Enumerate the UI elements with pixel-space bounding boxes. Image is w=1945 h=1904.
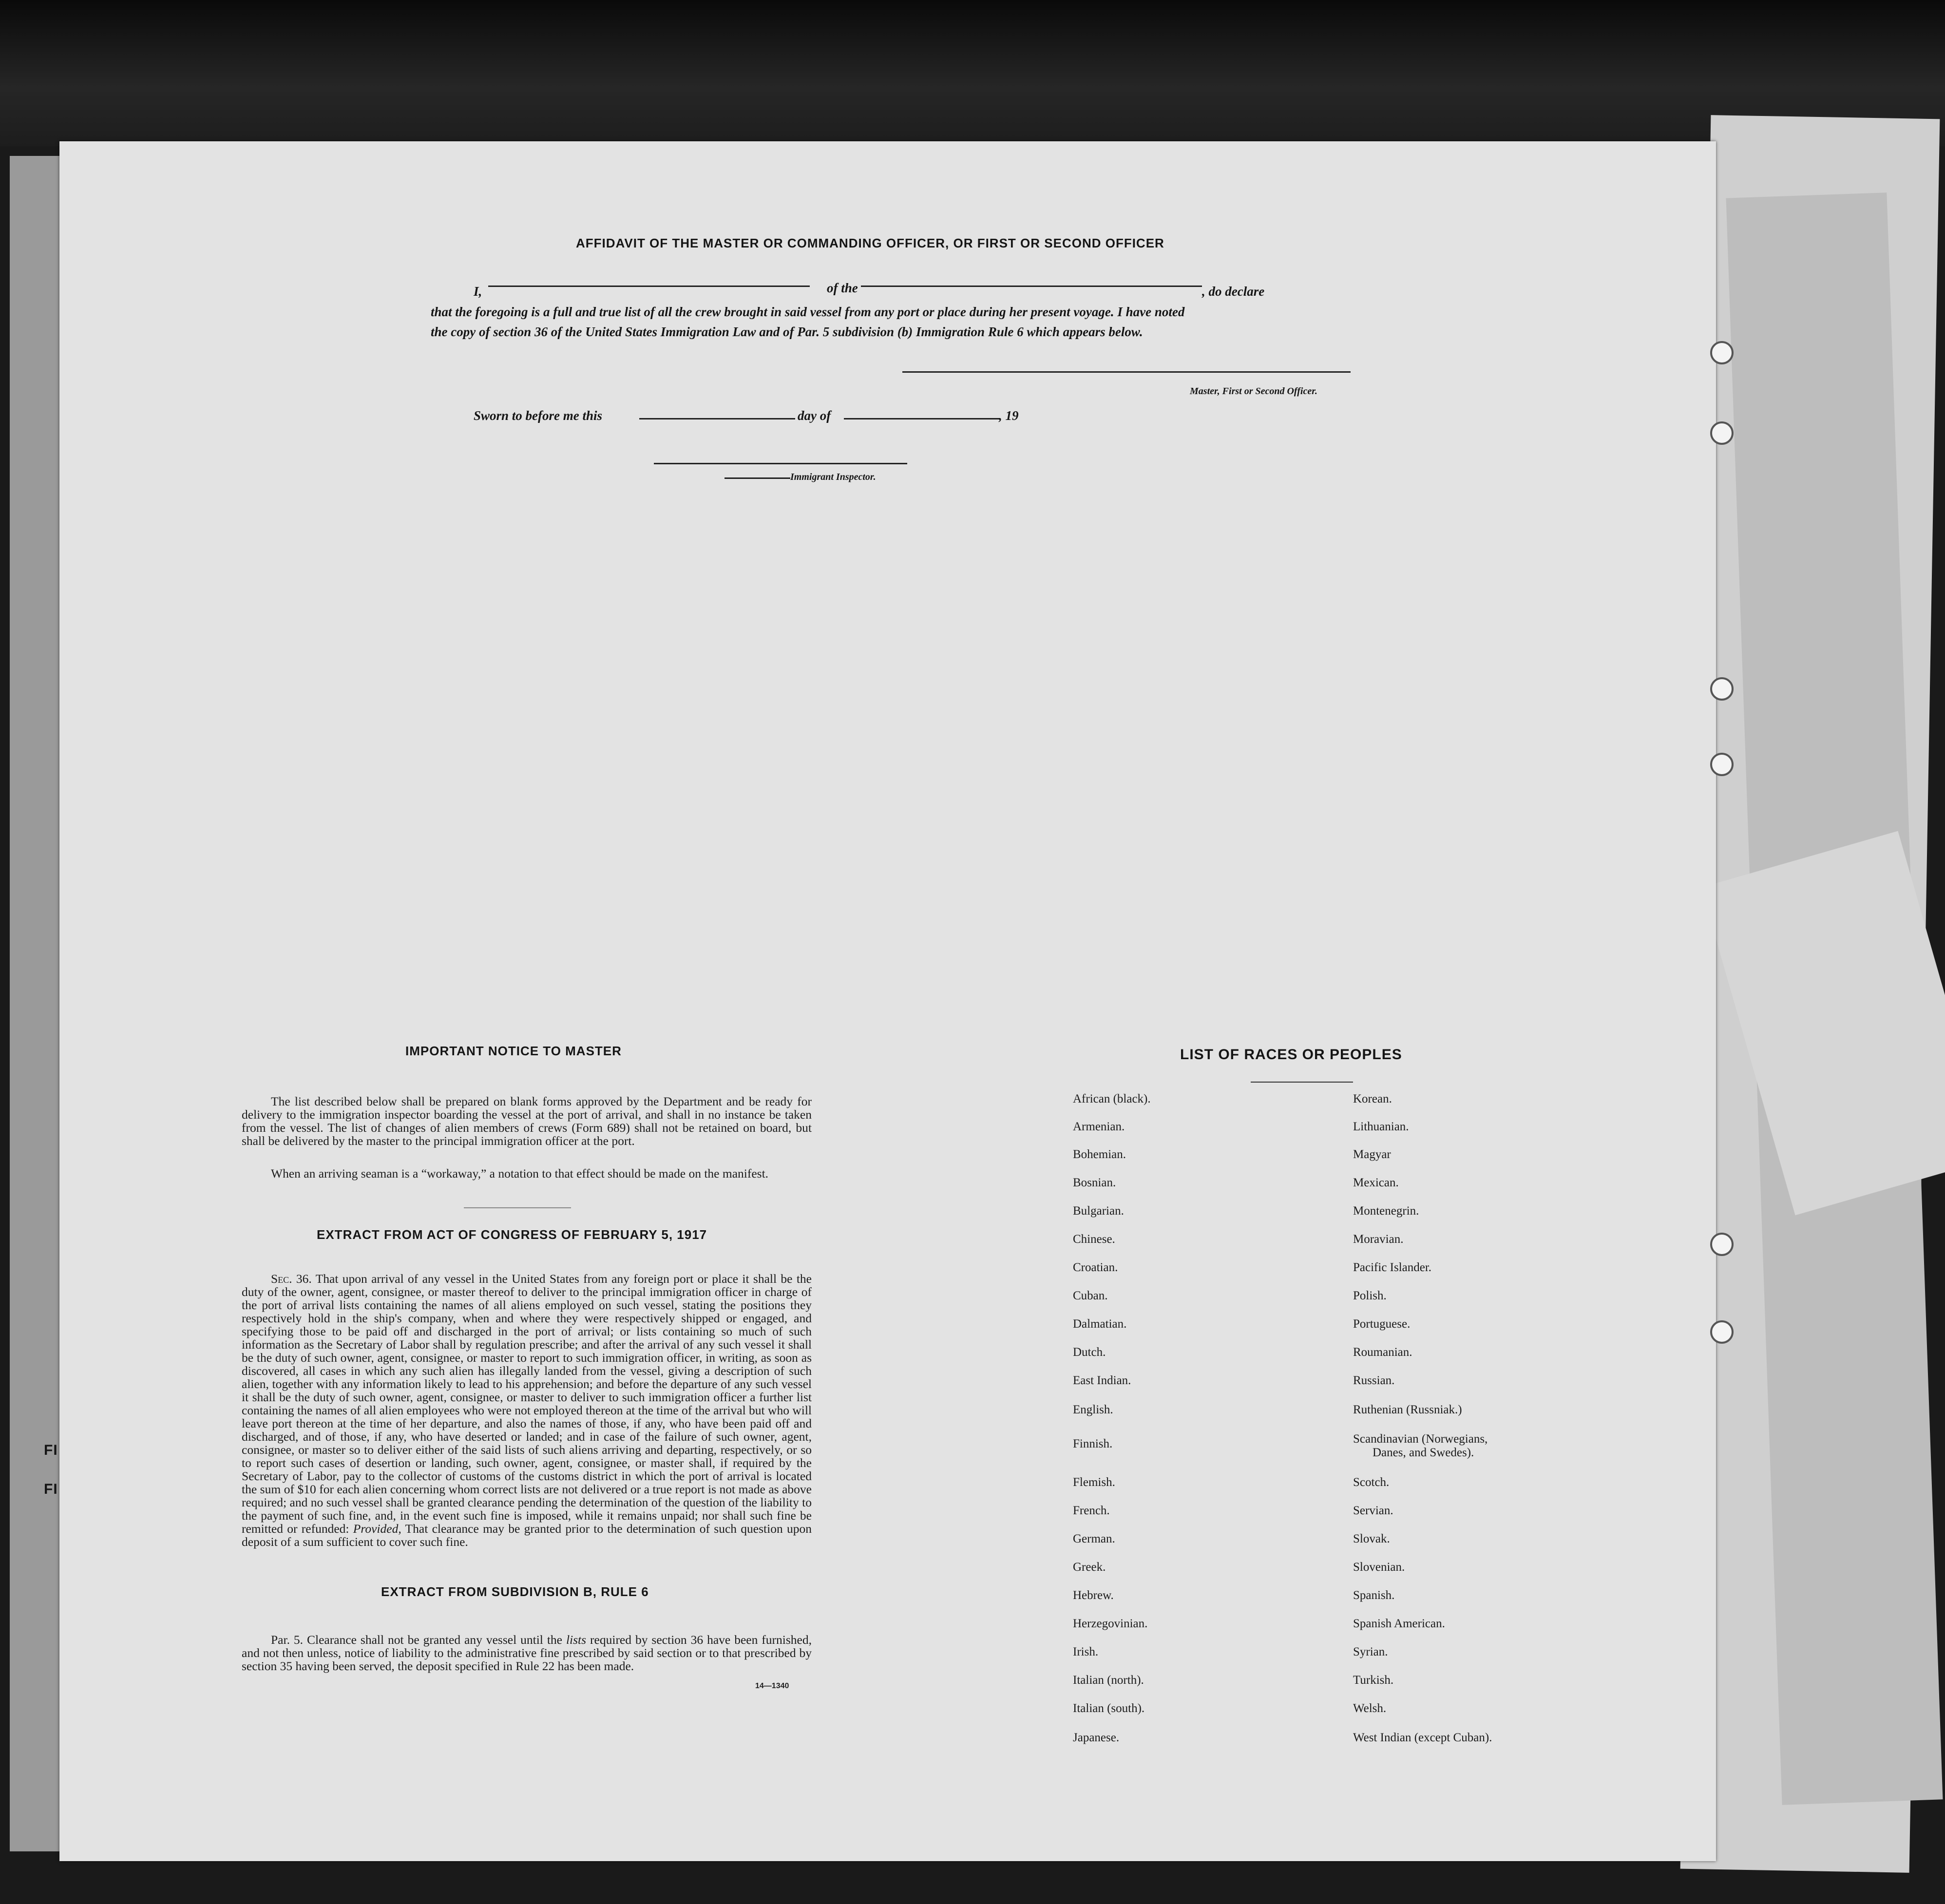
- rule-text-a: Par. 5. Clearance shall not be granted any vessel until the: [271, 1633, 562, 1647]
- notice-paragraph-2: When an arriving seaman is a “workaway,” a notation to that effect should be made on the manifest.: [271, 1166, 769, 1180]
- race-entry: Pacific Islander.: [1353, 1261, 1432, 1274]
- divider: [464, 1207, 571, 1208]
- rule-paragraph: [242, 1633, 812, 1673]
- race-entry: Irish.: [1073, 1645, 1099, 1658]
- form-number: 14—1340: [755, 1682, 789, 1690]
- race-entry: Croatian.: [1073, 1261, 1118, 1274]
- section-tail: That clearance may be granted prior to the determination of such question upon deposit of a sum sufficient to cover such fine.: [242, 1522, 812, 1549]
- race-entry: Bosnian.: [1073, 1176, 1116, 1189]
- race-entry: Herzegovinian.: [1073, 1617, 1148, 1630]
- race-entry: Mexican.: [1353, 1176, 1399, 1189]
- race-entry: French.: [1073, 1504, 1110, 1517]
- races-title: LIST OF RACES OR PEOPLES: [1180, 1047, 1402, 1063]
- divider: [1251, 1082, 1353, 1083]
- race-entry: Bohemian.: [1073, 1148, 1126, 1161]
- race-entry: Flemish.: [1073, 1476, 1115, 1489]
- section-text: That upon arrival of any vessel in the United States from any foreign port or place it shall be the duty of the owner, agent, consignee, or master thereof to deliver to the principal immigration officer in charge of the port of arrival lists containing the names of all aliens employed on such vessel, stating the positions they respectively hold in the ship's company, when and where they were respectively shipped or engaged, and specifying those to be paid off and discharged in the port of arrival; or lists containing so much of such information as the Secretary of Labor shall by regulation prescribe; and after the arrival of any such vessel it shall be the duty of such owner, agent, consignee, or master to report to such immigration officer, in writing, as soon as discovered, all cases in which any such alien has illegally landed from the vessel, giving a description of such alien, together with any information likely to lead to his apprehension; and before the departure of any such vessel it shall be the duty of such owner, agent, consignee, or master to deliver to such immigration officer a further list containing the names of all alien employees who were not employed thereon at the time of the arrival but who will leave port thereon at the time of her departure, and also the names of those, if any, who have been paid off and discharged, and of those, if any, who have deserted or landed; and in case of the failure of such owner, agent, consignee, or master so to deliver either of the said lists of such aliens arriving and departing, respectively, or so to report such cases of desertion or landing, such owner, agent, consignee, or master shall, if required by the Secretary of Labor, pay to the collector of customs of the customs district in which the port of arrival is located the sum of $10 for each alien concerning whom correct lists are not delivered or a true report is not made as above required; and no such vessel shall be granted clearance pending the determination of the question of the liability to the payment of such fine, and, in the event such fine is imposed, while it remains unpaid; nor shall such fine be remitted or refunded:: [242, 1272, 812, 1536]
- binder-hole: [1710, 1320, 1734, 1344]
- race-entry-continuation: Danes, and Swedes).: [1373, 1446, 1474, 1459]
- binder-hole: [1710, 341, 1734, 364]
- vessel-blank-line: [861, 286, 1202, 287]
- of-the-label: of the: [827, 281, 858, 295]
- edge-mark-1: FI: [44, 1442, 58, 1458]
- race-entry: Slovak.: [1353, 1532, 1390, 1545]
- race-entry: Scandinavian (Norwegians,: [1353, 1432, 1488, 1446]
- sworn-month-line: [844, 418, 1000, 419]
- provided-word: Provided,: [353, 1522, 401, 1536]
- name-blank-line: [488, 286, 810, 287]
- rule-title: EXTRACT FROM SUBDIVISION B, RULE 6: [381, 1584, 649, 1599]
- race-entry: Scotch.: [1353, 1476, 1390, 1489]
- race-entry: East Indian.: [1073, 1374, 1131, 1387]
- race-entry: Servian.: [1353, 1504, 1393, 1517]
- inspector-signature-line: [654, 463, 907, 464]
- race-entry: Spanish.: [1353, 1589, 1395, 1602]
- race-entry: Syrian.: [1353, 1645, 1388, 1658]
- affidavit-title: AFFIDAVIT OF THE MASTER OR COMMANDING OFFICER, OR FIRST OR SECOND OFFICER: [576, 236, 1164, 250]
- declaration-line-2: that the foregoing is a full and true list of all the crew brought in said vessel from any port or place during her present voyage. I have noted: [431, 305, 1185, 319]
- race-entry: Japanese.: [1073, 1731, 1120, 1744]
- race-entry: Italian (south).: [1073, 1702, 1145, 1715]
- race-entry: Lithuanian.: [1353, 1120, 1409, 1133]
- section-label: Sec. 36.: [271, 1272, 312, 1286]
- lists-word: lists: [566, 1633, 587, 1647]
- scan-background: [0, 0, 1945, 146]
- binder-hole: [1710, 677, 1734, 701]
- binder-hole: [1710, 1233, 1734, 1256]
- race-entry: Spanish American.: [1353, 1617, 1445, 1630]
- race-entry: Cuban.: [1073, 1289, 1108, 1302]
- binder-hole: [1710, 421, 1734, 445]
- race-entry: Turkish.: [1353, 1674, 1394, 1687]
- form-page: [59, 141, 1716, 1861]
- race-entry: Chinese.: [1073, 1233, 1115, 1246]
- do-declare-label: , do declare: [1202, 284, 1265, 299]
- race-entry: Hebrew.: [1073, 1589, 1114, 1602]
- race-entry: Welsh.: [1353, 1702, 1387, 1715]
- race-entry: Korean.: [1353, 1092, 1392, 1105]
- race-entry: Italian (north).: [1073, 1674, 1144, 1687]
- race-entry: Finnish.: [1073, 1437, 1113, 1450]
- race-entry: Magyar: [1353, 1148, 1391, 1161]
- race-entry: Roumanian.: [1353, 1346, 1412, 1359]
- master-signature-line: [902, 371, 1351, 373]
- act-title: EXTRACT FROM ACT OF CONGRESS OF FEBRUARY 5, 1917: [317, 1227, 707, 1242]
- sworn-label: Sworn to before me this: [474, 408, 603, 423]
- notice-title: IMPORTANT NOTICE TO MASTER: [405, 1044, 622, 1058]
- master-signature-caption: Master, First or Second Officer.: [1190, 386, 1317, 397]
- race-entry: Greek.: [1073, 1561, 1106, 1574]
- declaration-line-3: the copy of section 36 of the United States Immigration Law and of Par. 5 subdivision (b) Immigration Rule 6 which appears below.: [431, 324, 1143, 339]
- sworn-day-line: [639, 418, 795, 419]
- left-page-edge: [10, 156, 66, 1851]
- race-entry: Armenian.: [1073, 1120, 1125, 1133]
- affidavit-lead: I,: [474, 284, 482, 299]
- binder-hole: [1710, 753, 1734, 776]
- day-of-label: day of: [798, 408, 831, 423]
- race-entry: Portuguese.: [1353, 1317, 1411, 1331]
- race-entry: Russian.: [1353, 1374, 1395, 1387]
- inspector-caption: Immigrant Inspector.: [790, 472, 876, 482]
- inspector-dash: [725, 477, 790, 479]
- race-entry: Polish.: [1353, 1289, 1387, 1302]
- race-entry: West Indian (except Cuban).: [1353, 1731, 1492, 1744]
- race-entry: German.: [1073, 1532, 1115, 1545]
- race-entry: Bulgarian.: [1073, 1204, 1124, 1218]
- year-prefix: , 19: [999, 408, 1019, 423]
- rule-text-b: required by section 36 have been furnished, and not then unless, notice of liability to the administrative fine prescribed by said section or to that prescribed by section 35 having been served, the deposit specified in Rule 22 has been made.: [242, 1633, 812, 1673]
- race-entry: English.: [1073, 1403, 1113, 1416]
- notice-paragraph-1: The list described below shall be prepared on blank forms approved by the Department and be ready for delivery to the immigration inspector boarding the vessel at the port of arrival, and shall in no instance be taken from the vessel. The list of changes of alien members of crews (Form 689) shall not be retained on board, but shall be delivered by the master to the principal immigration officer at the port.: [242, 1094, 812, 1148]
- race-entry: Montenegrin.: [1353, 1204, 1419, 1218]
- race-entry: African (black).: [1073, 1092, 1151, 1105]
- race-entry: Dalmatian.: [1073, 1317, 1127, 1331]
- act-section-36: [242, 1272, 812, 1548]
- race-entry: Slovenian.: [1353, 1561, 1405, 1574]
- race-entry: Dutch.: [1073, 1346, 1106, 1359]
- edge-mark-2: FI: [44, 1481, 58, 1497]
- race-entry: Moravian.: [1353, 1233, 1404, 1246]
- race-entry: Ruthenian (Russniak.): [1353, 1403, 1462, 1416]
